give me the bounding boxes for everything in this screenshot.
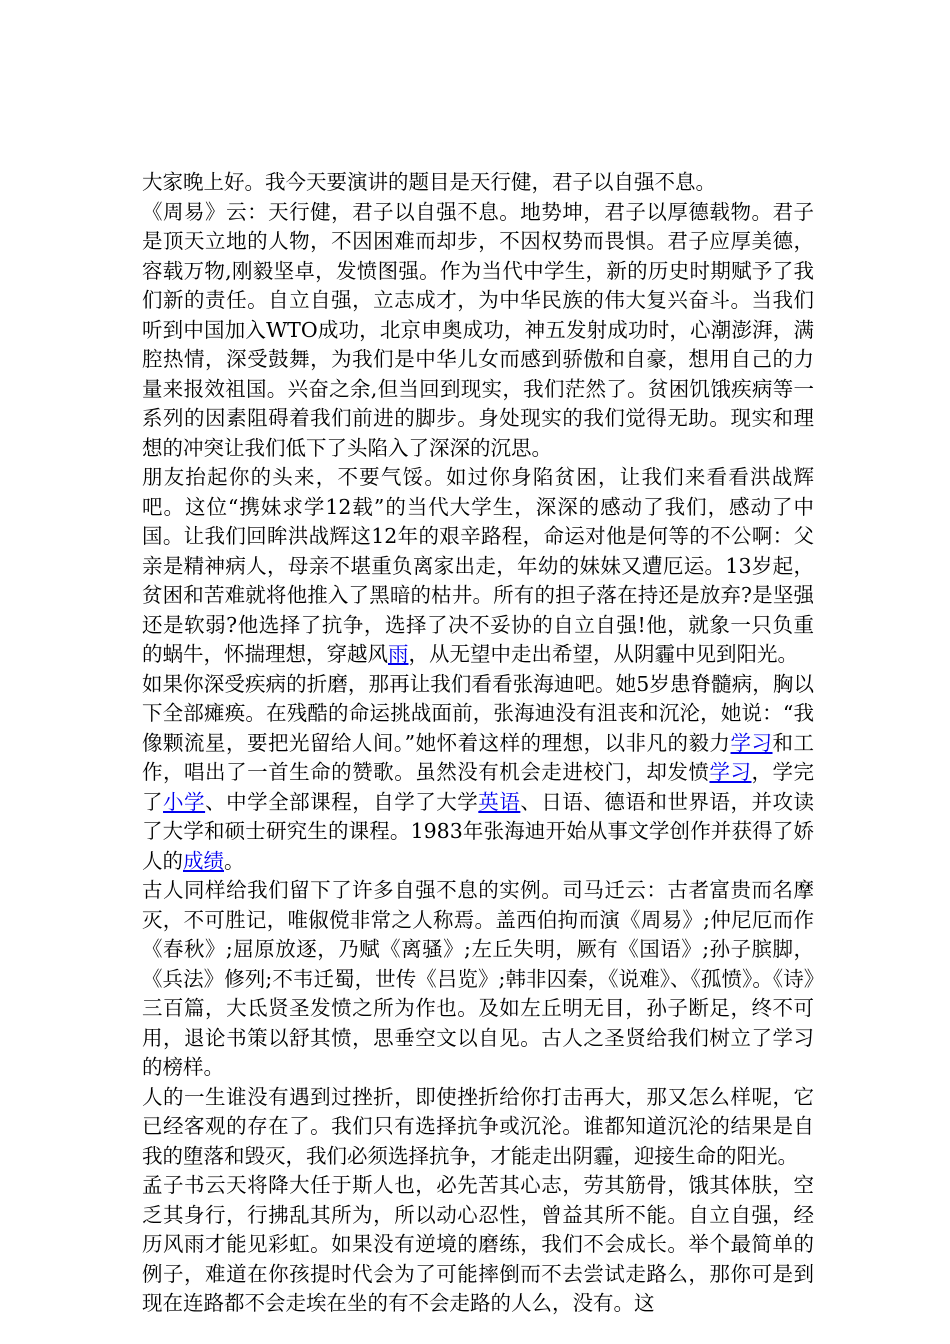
document-body — [142, 168, 814, 1319]
paragraph-7 — [142, 1171, 814, 1319]
text-run: 如果你深受疾病的折磨，那再让我们看看张海迪吧。她5岁患脊髓病，胸以下全部瘫痪。在残酷的命运挑战面前，张海迪没有沮丧和沉沦，她说：“我像颗流星，要把光留给人间。”她怀着这样的理想，以非凡的毅力 — [142, 671, 814, 755]
paragraph-6 — [142, 1083, 814, 1172]
text-run: 古人同样给我们留下了许多自强不息的实例。司马迁云：古者富贵而名摩灭，不可胜记，唯俶傥非常之人称焉。盖西伯拘而演《周易》;仲尼厄而作《春秋》;屈原放逐，乃赋《离骚》;左丘失明，厥有《国语》;孙子膑脚，《兵法》修列;不韦迁蜀，世传《吕览》;韩非囚秦，《说难》、《孤愤》。《诗》三百篇，大氐贤圣发愤之所为作也。及如左丘明无目，孙子断足，终不可用，退论书策以舒其愤，思垂空文以自见。古人之圣贤给我们树立了学习的榜样。 — [142, 878, 814, 1079]
inline-link[interactable]: 学习 — [709, 760, 752, 784]
paragraph-4 — [142, 670, 814, 877]
paragraph-3 — [142, 463, 814, 670]
text-run: 大家晚上好。我今天要演讲的题目是天行健，君子以自强不息。 — [142, 170, 716, 194]
paragraph-2 — [142, 198, 814, 464]
text-run: 。 — [224, 848, 245, 873]
text-run: 和工作，唱出了一首生命的赞歌。虽然没有机会走进校门，却发愤 — [142, 730, 815, 784]
text-run: 人的一生谁没有遇到过挫折，即使挫折给你打击再大，那又怎么样呢，它已经客观的存在了。我们只有选择抗争或沉沦。谁都知道沉沦的结果是自我的堕落和毁灭，我们必须选择抗争，才能走出阴霾，迎接生命的阳光。 — [142, 1084, 814, 1168]
inline-link[interactable]: 学习 — [730, 730, 773, 755]
inline-link[interactable]: 成绩 — [183, 848, 224, 873]
text-run: 朋友抬起你的头来，不要气馁。如过你身陷贫困，让我们来看看洪战辉吧。这位“携妹求学12载”的当代大学生，深深的感动了我们，感动了中国。让我们回眸洪战辉这12年的艰辛路程，命运对他是何等的不公啊：父亲是精神病人，母亲不堪重负离家出走，年幼的妹妹又遭厄运。13岁起，贫困和苦难就将他推入了黑暗的枯井。所有的担子落在持还是放弃?是坚强还是软弱?他选择了抗争，选择了决不妥协的自立自强!他，就象一只负重的蜗牛，怀揣理想，穿越风 — [142, 465, 814, 666]
inline-link[interactable]: 小学 — [163, 789, 206, 814]
inline-link[interactable]: 英语 — [478, 789, 521, 814]
text-run: ，从无望中走出希望，从阴霾中见到阳光。 — [408, 642, 798, 666]
text-run: 、日语、德语和世界语，并攻读了大学和硕士研究生的课程。1983年张海迪开始从事文学创作并获得了娇人的 — [142, 789, 815, 873]
text-run: 《周易》云：天行健，君子以自强不息。地势坤，君子以厚德载物。君子是顶天立地的人物，不因困难而却步，不因权势而畏惧。君子应厚美德，容载万物,刚毅坚卓，发愤图强。作为当代中学生，新的历史时期赋予了我们新的责任。自立自强，立志成才，为中华民族的伟大复兴奋斗。当我们听到中国加入WTO成功，北京申奥成功，神五发射成功时，心潮澎湃，满腔热情，深受鼓舞，为我们是中华儿女而感到骄傲和自豪，想用自己的力量来报效祖国。兴奋之余,但当回到现实，我们茫然了。贫困饥饿疾病等一系列的因素阻碍着我们前进的脚步。身处现实的我们觉得无助。现实和理想的冲突让我们低下了头陷入了深深的沉思。 — [142, 199, 814, 460]
text-run: 孟子书云天将降大任于斯人也，必先苦其心志，劳其筋骨，饿其体肤，空乏其身行，行拂乱其所为，所以动心忍性，曾益其所不能。自立自强，经历风雨才能见彩虹。如果没有逆境的磨练，我们不会成长。举个最简单的例子，难道在你孩提时代会为了可能摔倒而不去尝试走路么，那你可是到现在连路都不会走埃在坐的有不会走路的人么，没有。这 — [142, 1173, 814, 1315]
text-run: ，学完了 — [142, 760, 815, 814]
inline-link[interactable]: 雨 — [388, 642, 409, 666]
paragraph-5 — [142, 876, 814, 1083]
text-run: 、中学全部课程，自学了大学 — [205, 789, 479, 814]
paragraph-1 — [142, 168, 814, 198]
